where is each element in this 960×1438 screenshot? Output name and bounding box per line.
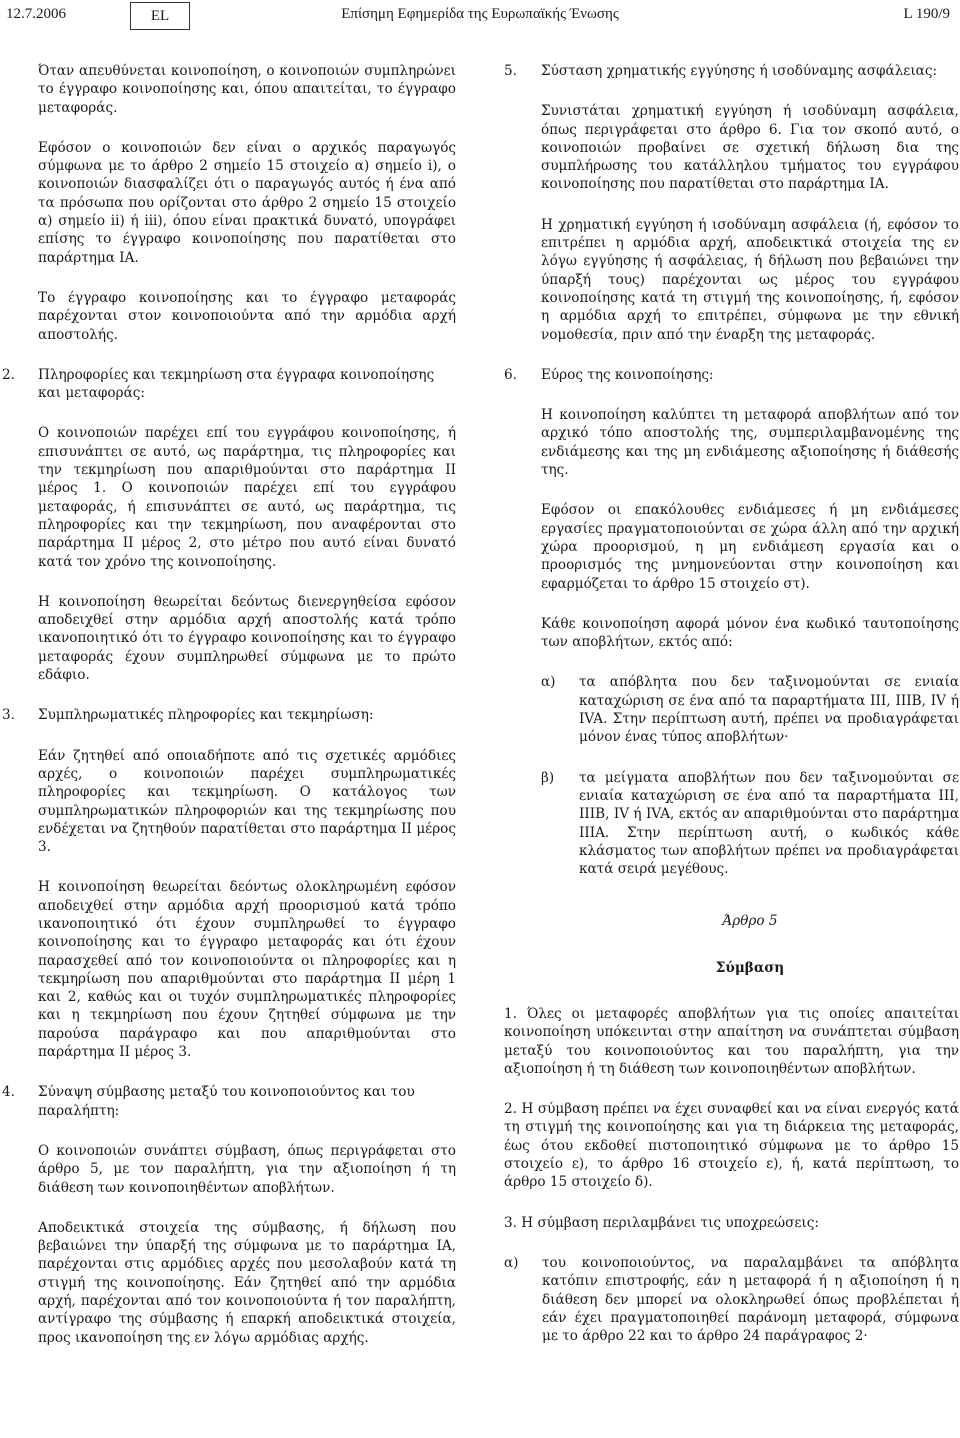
section-5-heading <box>504 62 959 80</box>
page-header <box>0 0 960 34</box>
list-item <box>541 769 959 879</box>
paragraph: Η κοινοποίηση θεωρείται δεόντως διενεργηθείσα εφόσον αποδειχθεί στην αρμόδια αρχή αποστολής κατά τρόπο ικανοποιητικό ότι το έγγραφο κοινοποίησης και το έγγραφο μεταφοράς έχουν συμπληρωθεί σύμφωνα με το πρώτο εδάφιο. <box>38 593 456 684</box>
paragraph: 3. Η σύμβαση περιλαμβάνει τις υποχρεώσεις: <box>504 1214 819 1231</box>
paragraph: Η κοινοποίηση θεωρείται δεόντως ολοκληρωμένη εφόσον αποδειχθεί στην αρμόδια αρχή προορισμού κατά τρόπο ικανοποιητικό ότι έχουν συμπληρωθεί το έγγραφο κοινοποίησης και το έγγραφο μεταφοράς και ότι έχουν παρασχεθεί από τον κοινοποιούντα οι πληροφορίες και η τεκμηρίωση που απαριθμούνται στο παράρτημα ΙΙ μέρη 1 και 2, καθώς και οι τυχόν συμπληρωματικές πληροφορίες και η τεκμηρίωση που έχουν ζητηθεί σύμφωνα με την παρούσα παράγραφο και που απαριθμούνται στο παράρτημα ΙΙ μέρος 3. <box>38 879 456 1061</box>
paragraph: Εφόσον ο κοινοποιών δεν είναι ο αρχικός παραγωγός σύμφωνα με το άρθρο 2 σημείο 15 στοιχείο α) σημείο i), ο κοινοποιών διασφαλίζει ότι ο παραγωγός αυτός ή ένα από τα πρόσωπα που ορίζονται στο άρθρο 2 σημείο 15 στοιχείο α) σημείο ii) ή iii), όπου είναι πρακτικά δυνατό, υπογράφει επίσης το έγγραφο κοινοποίησης που παρατίθεται στο παράρτημα ΙΑ. <box>38 139 456 266</box>
publication-date: 12.7.2006 <box>6 6 66 22</box>
right-column <box>504 62 959 1362</box>
journal-title: Επίσημη Εφημερίδα της Ευρωπαϊκής Ένωσης <box>341 6 619 22</box>
paragraph: 2. Η σύμβαση πρέπει να έχει συναφθεί και να είναι ενεργός κατά τη στιγμή της κοινοποίησης και για τη διάρκεια της μεταφοράς, έως ότου εκδοθεί πιστοποιητικό σύμφωνα με το άρθρο 15 στοιχείο ε), το άρθρο 16 στοιχείο ε), ή, κατά περίπτωση, το άρθρο 15 στοιχείο δ). <box>504 1101 959 1191</box>
section-title: Σύναψη σύμβασης μεταξύ του κοινοποιούντος και του παραλήπτη: <box>38 1084 415 1119</box>
list-marker: α) <box>541 674 556 691</box>
page-number: L 190/9 <box>903 6 950 22</box>
section-6-heading <box>504 366 959 384</box>
left-column <box>2 62 456 1364</box>
paragraph: Ο κοινοποιών παρέχει επί του εγγράφου κοινοποίησης, ή επισυνάπτει σε αυτό, ως παράρτημα, τις πληροφορίες και την τεκμηρίωση που απαριθμούνται στο παράρτημα ΙΙ μέρος 1. Ο κοινοποιών παρέχει επί του εγγράφου μεταφοράς, ή επισυνάπτει σε αυτό, ως παράρτημα, τις πληροφορίες και την τεκμηρίωση, που αναφέρονται στο παράρτημα ΙΙ μέρος 2, στο μέτρο που αυτό είναι δυνατό κατά τον χρόνο της κοινοποίησης. <box>38 425 456 570</box>
section-number: 5. <box>504 63 517 79</box>
paragraph: Εάν ζητηθεί από οποιαδήποτε από τις σχετικές αρμόδιες αρχές, ο κοινοποιών παρέχει συμπληρωματικές πληροφορίες και τεκμηρίωση. Ο κατάλογος των συμπληρωματικών πληροφοριών και της τεκμηρίωσης που ενδέχεται να ζητηθούν παρατίθεται στο παράρτημα ΙΙ μέρος 3. <box>38 747 456 856</box>
list-item <box>541 673 959 746</box>
list-marker: β) <box>541 769 555 786</box>
paragraph: Η χρηματική εγγύηση ή ισοδύναμη ασφάλεια (ή, εφόσον το επιτρέπει η αρμόδια αρχή, αποδεικτικά στοιχεία της εν λόγω εγγύησης ή ασφάλειας, ή δήλωση που βεβαιώνει την ύπαρξή τους) παρέχονται ως μέρος του εγγράφου κοινοποίησης κατά τη στιγμή της κοινοποίησης, ή, εφόσον η αρμόδια αρχή το επιτρέπει, σύμφωνα με την εθνική νομοθεσία, πριν από την έναρξη της μεταφοράς. <box>541 216 959 343</box>
section-number: 6. <box>504 366 517 383</box>
section-title: Πληροφορίες και τεκμηρίωση στα έγγραφα κοινοποίησης και μεταφοράς: <box>38 366 435 402</box>
list-item <box>504 1254 959 1345</box>
paragraph: Το έγγραφο κοινοποίησης και το έγγραφο μεταφοράς παρέχονται στον κοινοποιούντα από την αρμόδια αρχή αποστολής. <box>38 289 456 343</box>
list-text: τα απόβλητα που δεν ταξινομούνται σε ενιαία καταχώριση σε ένα από τα παραρτήματα ΙΙΙ, ΙΙΙΒ, IV ή IVA. Στην περίπτωση αυτή, πρέπει να προδιαγράφεται μόνον ένας τύπος αποβλήτων· <box>579 674 959 746</box>
section-number: 2. <box>2 366 15 383</box>
paragraph: Κάθε κοινοποίηση αφορά μόνον ένα κωδικό ταυτοποίησης των αποβλήτων, εκτός από: <box>541 615 959 651</box>
section-4-heading <box>2 1083 456 1120</box>
section-2-heading <box>2 366 456 403</box>
section-title: Σύσταση χρηματικής εγγύησης ή ισοδύναμης ασφάλειας: <box>541 63 938 79</box>
paragraph: Η κοινοποίηση καλύπτει τη μεταφορά αποβλήτων από τον αρχικό τόπο αποστολής της, συμπεριλαμβανομένης της ενδιάμεσης και της μη ενδιάμεσης αξιοποίησης ή διάθεσής της. <box>541 407 959 479</box>
section-title: Εύρος της κοινοποίησης: <box>541 366 714 383</box>
paragraph: Όταν απευθύνεται κοινοποίηση, ο κοινοποιών συμπληρώνει το έγγραφο κοινοποίησης και, όπου απαιτείται, το έγγραφο μεταφοράς. <box>38 63 456 116</box>
article-title: Άρθρο 5 <box>722 913 778 930</box>
section-number: 4. <box>2 1084 15 1101</box>
section-title: Συμπληρωματικές πληροφορίες και τεκμηρίωση: <box>38 707 374 724</box>
language-box: EL <box>130 2 190 30</box>
paragraph: 1. Όλες οι μεταφορές αποβλήτων για τις οποίες απαιτείται κοινοποίηση υπόκεινται στην απαίτηση να συνάπτεται σύμβαση μεταξύ του κοινοποιούντος και του παραλήπτη, για την αξιοποίηση ή τη διάθεση των κοινοποιηθέντων αποβλήτων. <box>504 1005 959 1077</box>
paragraph: Εφόσον οι επακόλουθες ενδιάμεσες ή μη ενδιάμεσες εργασίες πραγματοποιούνται σε χώρα άλλη από την αρχική χώρα προορισμού, η μη ενδιάμεση εργασία και ο προορισμός της μνημονεύονται στην κοινοποίηση και εφαρμόζεται το άρθρο 15 στοιχείο στ). <box>541 502 959 592</box>
paragraph: Αποδεικτικά στοιχεία της σύμβασης, ή δήλωση που βεβαιώνει την ύπαρξή της σύμφωνα με το παράρτημα ΙΑ, παρέχονται στις αρμόδιες αρχές που μεσολαβούν κατά τη στιγμή της κοινοποίησης. Εάν ζητηθεί από την αρμόδια αρχή, παρέχονται από τον κοινοποιούντα ή τον παραλήπτη, αντίγραφο της σύμβασης ή επαρκή αποδεικτικά στοιχεία, προς ικανοποίηση της εν λόγω αρμόδιας αρχής. <box>38 1219 456 1346</box>
section-number: 3. <box>2 707 15 724</box>
list-text: του κοινοποιούντος, να παραλαμβάνει τα απόβλητα κατόπιν επιστροφής, εάν η μεταφορά ή η αξιοποίηση ή η διάθεση δεν μπορεί να ολοκληρωθεί όπως προβλέπεται ή εάν έχει πραγματοποιηθεί παράνομη μεταφορά, σύμφωνα με το άρθρο 22 και το άρθρο 24 παράγραφος 2· <box>542 1254 959 1345</box>
article-heading: Σύμβαση <box>715 959 785 976</box>
section-3-heading <box>2 706 456 724</box>
list-text: τα μείγματα αποβλήτων που δεν ταξινομούνται σε ενιαία καταχώριση σε ένα από τα παραρτήματα ΙΙΙ, ΙΙΙΒ, IV ή IVA, εκτός αν απαριθμούνται στο παράρτημα ΙΙΙΑ. Στην περίπτωση αυτή, ο κωδικός κάθε κλάσματος των αποβλήτων πρέπει να προδιαγράφεται κατά σειρά μεγέθους. <box>579 769 959 878</box>
paragraph: Ο κοινοποιών συνάπτει σύμβαση, όπως περιγράφεται στο άρθρο 5, με τον παραλήπτη, για την αξιοποίηση ή τη διάθεση των κοινοποιηθέντων αποβλήτων. <box>38 1142 456 1196</box>
list-marker: α) <box>504 1254 519 1271</box>
paragraph: Συνιστάται χρηματική εγγύηση ή ισοδύναμη ασφάλεια, όπως περιγράφεται στο άρθρο 6. Για τον σκοπό αυτό, ο κοινοποιών προβαίνει σε σχετική δήλωση δια της συμπλήρωσης του κατάλληλου τμήματος του εγγράφου κοινοποίησης που παρατίθεται στο παράρτημα ΙΑ. <box>541 103 959 193</box>
